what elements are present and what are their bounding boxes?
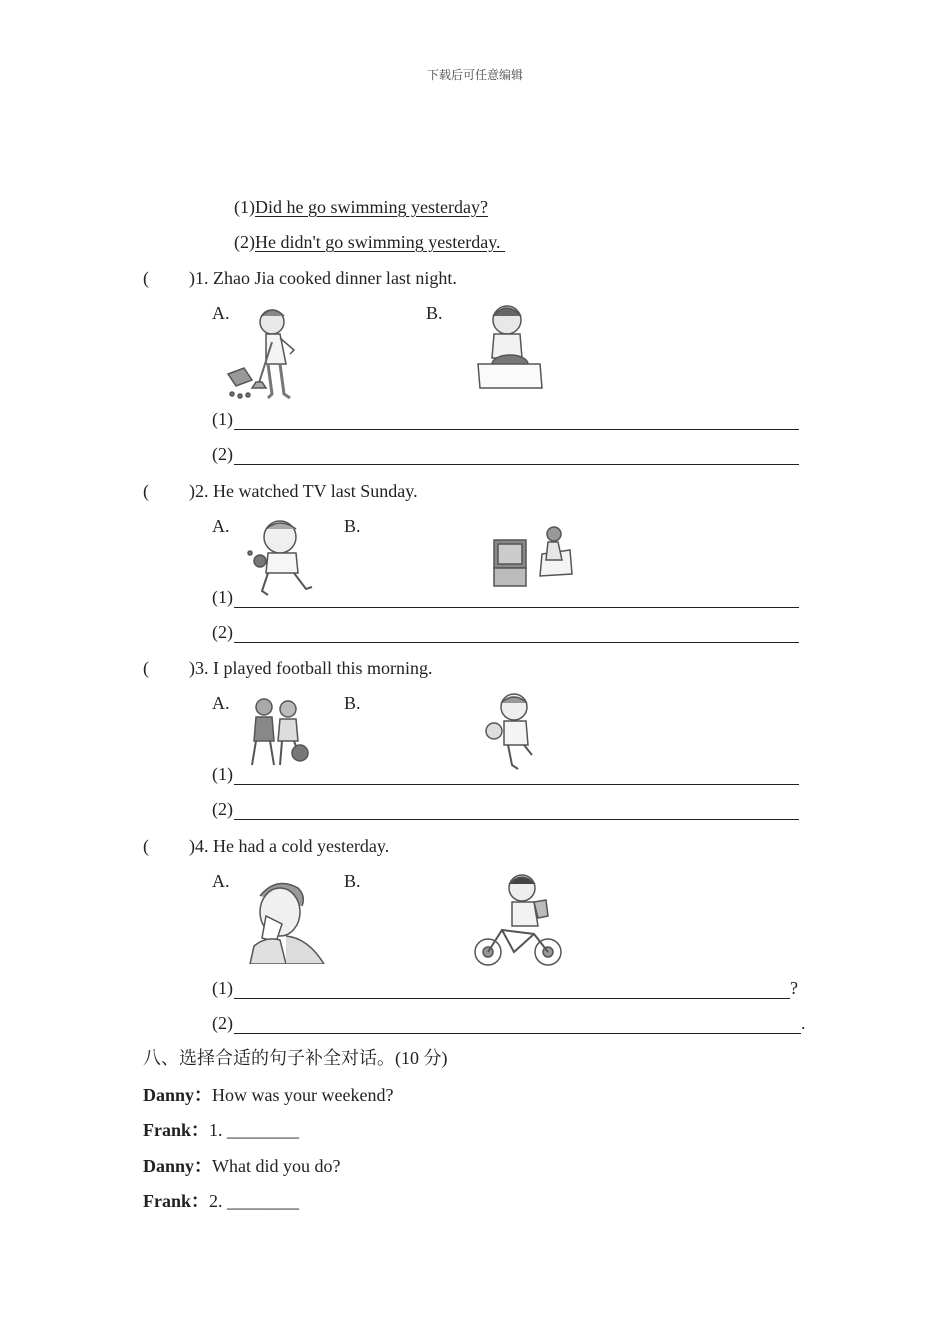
answer-field[interactable] xyxy=(234,411,799,430)
utterance: How was your weekend? xyxy=(212,1085,394,1105)
answer-line-2 xyxy=(212,1012,806,1034)
dialogue-line xyxy=(143,1190,299,1212)
boys-playing-basketball-illustration xyxy=(244,695,314,771)
question-1-stem xyxy=(143,267,457,289)
dialogue-line xyxy=(143,1155,341,1177)
example-line-2 xyxy=(234,231,505,253)
question-4-stem xyxy=(143,835,389,857)
question-text: )2. He watched TV last Sunday. xyxy=(189,481,418,501)
boy-riding-bike-illustration xyxy=(472,872,564,970)
answer-field[interactable] xyxy=(234,801,799,820)
example-1-prefix: (1) xyxy=(234,197,255,217)
boy-watching-tv-illustration xyxy=(492,520,574,588)
option-b-label: B. xyxy=(344,516,361,536)
answer-field[interactable] xyxy=(234,766,799,785)
dialogue-line xyxy=(143,1119,299,1141)
answer-line-2 xyxy=(212,443,799,465)
answer-line-2 xyxy=(212,798,799,820)
section-8-title: 八、选择合适的句子补全对话。(10 分) xyxy=(143,1048,448,1068)
answer-field[interactable] xyxy=(234,589,799,608)
answer-paren: ( xyxy=(143,481,149,501)
answer-label: (2) xyxy=(212,622,233,642)
answer-line-1 xyxy=(212,977,798,999)
answer-label: (1) xyxy=(212,764,233,784)
answer-label: (1) xyxy=(212,409,233,429)
answer-paren: ( xyxy=(143,658,149,678)
speaker: Frank： xyxy=(143,1191,210,1211)
answer-paren: ( xyxy=(143,268,149,288)
question-3-stem xyxy=(143,657,432,679)
question-text: )4. He had a cold yesterday. xyxy=(189,836,390,856)
example-line-1 xyxy=(234,196,488,218)
option-a-label: A. xyxy=(212,693,230,713)
example-2-text: He didn't go swimming yesterday. xyxy=(255,232,506,252)
boy-cooking-illustration xyxy=(474,302,546,392)
answer-line-1 xyxy=(212,408,799,430)
question-text: )3. I played football this morning. xyxy=(189,658,433,678)
speaker: Danny： xyxy=(143,1156,213,1176)
option-b-label: B. xyxy=(344,871,361,891)
answer-label: (1) xyxy=(212,587,233,607)
answer-label: (2) xyxy=(212,799,233,819)
answer-label: (1) xyxy=(212,978,233,998)
answer-label: (2) xyxy=(212,1013,233,1033)
answer-field[interactable] xyxy=(234,1015,801,1034)
option-b-label: B. xyxy=(344,693,361,713)
utterance[interactable]: 2. ________ xyxy=(209,1191,300,1211)
answer-label: (2) xyxy=(212,444,233,464)
answer-field[interactable] xyxy=(234,624,799,643)
utterance: What did you do? xyxy=(212,1156,341,1176)
dialogue-line xyxy=(143,1084,393,1106)
example-2-prefix: (2) xyxy=(234,232,255,252)
page-header: 下载后可任意编辑 xyxy=(426,68,523,82)
answer-line-1 xyxy=(212,586,799,608)
answer-line-2 xyxy=(212,621,799,643)
speaker: Danny： xyxy=(143,1085,213,1105)
option-b-label: B. xyxy=(426,303,443,323)
man-with-cold-illustration xyxy=(246,876,326,964)
option-a-label: A. xyxy=(212,516,230,536)
question-text: )1. Zhao Jia cooked dinner last night. xyxy=(189,268,457,288)
question-2-stem xyxy=(143,480,418,502)
answer-end: . xyxy=(801,1013,806,1033)
answer-field[interactable] xyxy=(234,980,790,999)
option-a-label: A. xyxy=(212,871,230,891)
speaker: Frank： xyxy=(143,1120,210,1140)
answer-end: ? xyxy=(790,978,798,998)
answer-line-1 xyxy=(212,763,799,785)
example-1-text: Did he go swimming yesterday? xyxy=(255,197,488,217)
option-a-label: A. xyxy=(212,303,230,323)
answer-field[interactable] xyxy=(234,446,799,465)
utterance[interactable]: 1. ________ xyxy=(209,1120,300,1140)
boy-sweeping-illustration xyxy=(222,302,312,402)
boy-playing-football-illustration xyxy=(482,691,542,773)
answer-paren: ( xyxy=(143,836,149,856)
